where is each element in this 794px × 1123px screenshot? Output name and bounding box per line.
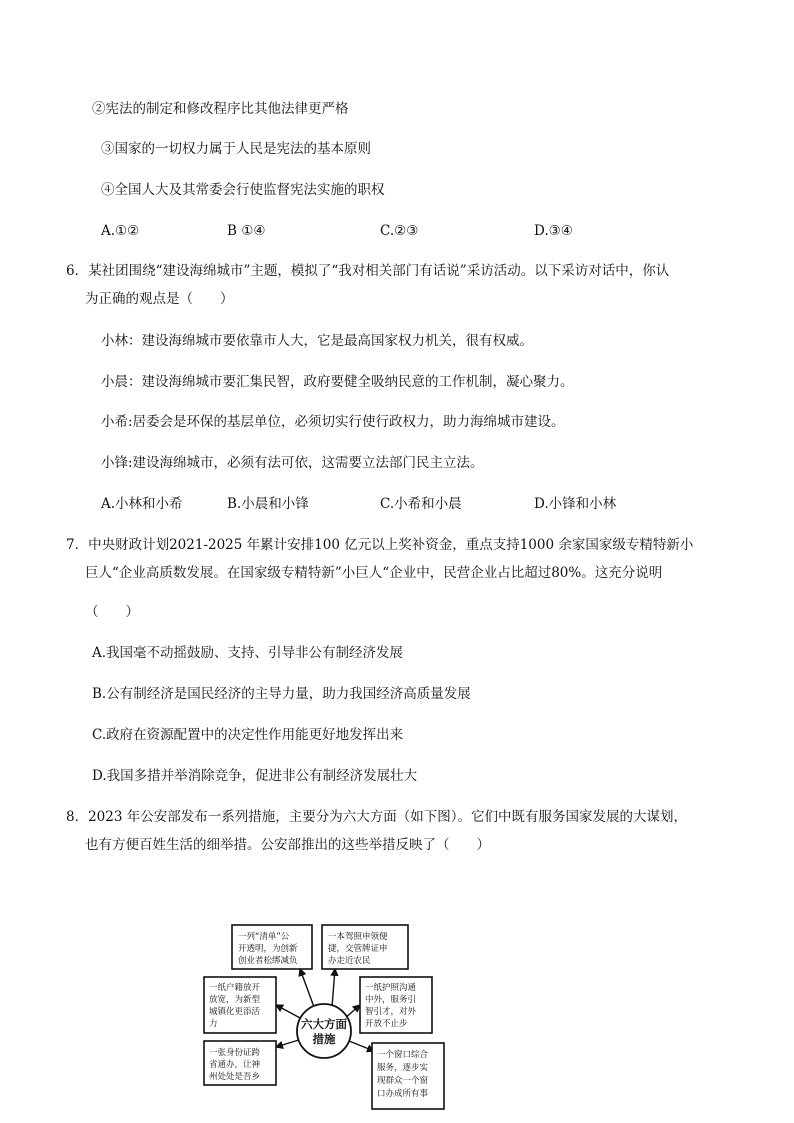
six-measures-diagram — [198, 915, 448, 1115]
arrow-top-left — [300, 969, 314, 1007]
q5-statement-3: ③国家的一切权力属于人民是宪法的基本原则 — [101, 141, 371, 157]
q7-option-a: A.我国毫不动摇鼓励、支持、引导非公有制经济发展 — [92, 645, 404, 661]
q5-statement-2: ②宪法的制定和修改程序比其他法律更严格 — [92, 101, 349, 117]
q7-option-c: C.政府在资源配置中的决定性作用能更好地发挥出来 — [92, 727, 404, 743]
svg-text:服务，逐步实: 服务，逐步实 — [377, 1063, 429, 1073]
measure-box-id-card — [204, 1041, 276, 1085]
svg-text:智引才，对外: 智引才，对外 — [365, 1007, 417, 1017]
center-circle — [297, 1004, 351, 1058]
svg-text:捷，交管牌证申: 捷，交管牌证申 — [328, 944, 388, 954]
measure-box-passport — [360, 977, 432, 1033]
q7-stem-line-2: 巨人“企业高质数发展。在国家级专精特新”小巨人“企业中，民营企业占比超过80%。这充分说明 — [85, 565, 663, 581]
svg-text:放宽，为新型: 放宽，为新型 — [209, 995, 261, 1005]
q5-option-b: B ①④ — [227, 223, 266, 239]
q8-stem-line-2: 也有方便百姓生活的细举措。公安部推出的这些举措反映了（ ） — [85, 837, 490, 853]
q8-stem-line-1: 8．2023 年公安部发布一系列措施，主要分为六大方面（如下图）。它们中既有服务国家发展的大谋划， — [66, 809, 687, 825]
svg-text:省通办，让神: 省通办，让神 — [209, 1060, 261, 1070]
q5-option-c: C.②③ — [380, 223, 419, 239]
q7-stem-line-3: （ ） — [85, 604, 139, 620]
svg-text:一张身份证跨: 一张身份证跨 — [209, 1048, 261, 1058]
q7-option-b: B.公有制经济是国民经济的主导力量，助力我国经济高质量发展 — [92, 686, 471, 702]
svg-text:力: 力 — [209, 1019, 218, 1029]
svg-text:一列“清单”公: 一列“清单”公 — [238, 932, 290, 942]
svg-text:一纸户籍放开: 一纸户籍放开 — [209, 983, 261, 993]
measure-box-one-window — [372, 1043, 444, 1109]
q6-stem-line-1: 6．某社团围绕“建设海绵城市”主题，模拟了“我对相关部门有话说”采访活动。以下采访对话中，你认 — [66, 263, 670, 279]
q6-option-d: D.小锋和小林 — [534, 496, 617, 512]
svg-text:城镇化更添活: 城镇化更添活 — [209, 1007, 261, 1017]
measure-box-list — [232, 925, 312, 969]
svg-text:开透明，为创新: 开透明，为创新 — [238, 944, 298, 954]
measure-box-household-registration — [204, 977, 276, 1033]
q6-dialogue-xiaoxi: 小希:居委会是环保的基层单位，必须切实行使行政权力，助力海绵城市建设。 — [101, 414, 565, 430]
arrow-mid-left — [276, 1005, 302, 1019]
svg-text:口办成所有事: 口办成所有事 — [377, 1089, 429, 1099]
q6-dialogue-xiaolin: 小林：建设海绵城市要依靠市人大，它是最高国家权力机关，很有权威。 — [101, 333, 533, 349]
q5-option-a: A.①② — [101, 223, 140, 239]
q5-option-d: D.③④ — [534, 223, 573, 239]
q6-option-a: A.小林和小希 — [101, 496, 183, 512]
svg-text:州处处是吾乡: 州处处是吾乡 — [209, 1072, 261, 1082]
q6-dialogue-xiaofeng: 小锋:建设海绵城市，必须有法可依，这需要立法部门民主立法。 — [101, 455, 484, 471]
svg-text:办走近农民: 办走近农民 — [328, 956, 371, 966]
svg-text:创业者松绑减负: 创业者松绑减负 — [238, 956, 298, 966]
center-label-line-1: 六大方面 — [301, 1017, 347, 1031]
center-label-line-2: 措施 — [312, 1032, 336, 1046]
svg-text:现群众一个窗: 现群众一个窗 — [377, 1076, 429, 1086]
svg-text:中外，服务引: 中外，服务引 — [365, 995, 417, 1005]
q6-option-c: C.小希和小晨 — [380, 496, 462, 512]
measure-box-driving-license — [322, 925, 408, 969]
q7-stem-line-1: 7．中央财政计划2021-2025 年累计安排100 亿元以上奖补资金，重点支持1000 余家国家级专精特新小 — [66, 537, 694, 553]
q6-stem-line-2: 为正确的观点是（ ） — [85, 291, 234, 307]
q6-dialogue-xiaochen: 小晨：建设海绵城市要汇集民智，政府要健全吸纳民意的工作机制，凝心聚力。 — [101, 374, 574, 390]
svg-text:一个窗口综合: 一个窗口综合 — [377, 1050, 429, 1060]
q6-option-b: B.小晨和小锋 — [227, 496, 309, 512]
q7-option-d: D.我国多措并举消除竞争，促进非公有制经济发展壮大 — [92, 768, 418, 784]
svg-text:开放不止步: 开放不止步 — [365, 1019, 408, 1029]
svg-text:一纸护照沟通: 一纸护照沟通 — [365, 983, 417, 993]
q5-statement-4: ④全国人大及其常委会行使监督宪法实施的职权 — [101, 182, 385, 198]
arrow-top-right — [332, 969, 335, 1007]
svg-text:一本驾照申领便: 一本驾照申领便 — [328, 932, 388, 942]
